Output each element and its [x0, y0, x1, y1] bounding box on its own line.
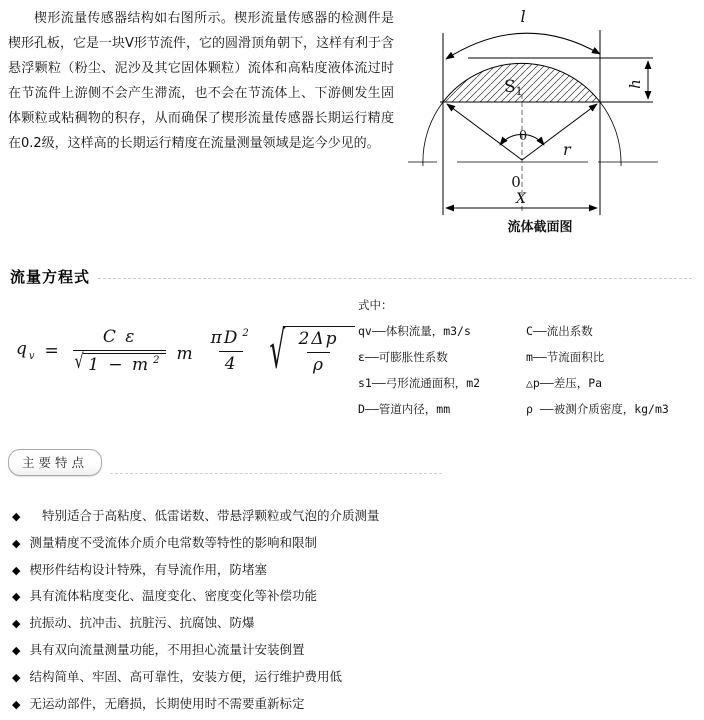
diamond-bullet-icon: ◆: [12, 510, 21, 523]
diamond-bullet-icon: ◆: [12, 617, 21, 631]
pi-d-exponent: 2: [242, 327, 251, 339]
legend-item-epsilon: ε——可膨胀性系数: [358, 350, 448, 364]
diamond-bullet-icon: ◆: [12, 697, 21, 711]
cross-section-drawing: [400, 0, 704, 248]
feature-item: [12, 667, 572, 694]
feature-text: 具有双向流量测量功能，不用担心流量计安装倒置: [29, 641, 305, 657]
label-arc-length: l: [520, 7, 526, 26]
sqrt-sign-large: √: [269, 318, 286, 381]
radical-numerator: 2Δp: [298, 329, 339, 349]
features-section-header: [8, 449, 442, 476]
legend-item-dp: △p——差压，Pa: [526, 376, 603, 390]
feature-text: 具有流体粘度变化、温度变化、密度变化等补偿功能: [29, 588, 317, 604]
radius-line-right: [522, 104, 597, 160]
fraction2-denominator: 4: [219, 351, 243, 374]
feature-item: [12, 560, 572, 587]
feature-item: [12, 640, 572, 667]
formula-q-sub: v: [28, 350, 35, 362]
diamond-bullet-icon: ◆: [12, 670, 21, 684]
circle-arc-left: [423, 102, 443, 166]
sqrt-radicand-large: [283, 326, 355, 375]
legend-item-s1: s1——弓形流通面积，m2: [358, 376, 481, 390]
feature-text: 抗振动、抗冲击、抗脏污、抗腐蚀、防爆: [29, 615, 255, 631]
diamond-bullet-icon: ◆: [12, 590, 21, 604]
formula-big-radical: [269, 318, 355, 381]
feature-item: [12, 506, 572, 533]
radical-inner-fraction: [291, 329, 347, 375]
circle-arc-right: [600, 102, 621, 166]
feature-text: 楔形件结构设计特殊，有导流作用，防堵塞: [29, 561, 267, 577]
formula-fraction-1: [73, 327, 167, 375]
equation-heading: 流量方程式: [10, 268, 91, 286]
flow-equation: [16, 318, 355, 381]
feature-item: [12, 613, 572, 640]
radicand-text: 1 − m: [88, 354, 151, 375]
diamond-bullet-icon: ◆: [12, 536, 21, 550]
label-height: h: [626, 79, 644, 89]
features-rule: [110, 473, 442, 474]
label-radius: r: [563, 140, 571, 159]
arc-length-dimension: [446, 33, 600, 59]
fluid-cross-section-diagram: [400, 0, 704, 248]
intro-paragraph: 楔形流量传感器结构如右图所示。楔形流量传感器的检测件是楔形孔板，它是一块V形节流件，它的圆滑顶角朝下，这样有利于含悬浮颗粒（粉尘、泥沙及其它固体颗粒）流体和高粘度液体流过时在节流件上游侧不会产生滞流，也不会在节流体上、下游侧发生固体颗粒或粘稠物的积存，从而确保了楔形流量传感器长期运行精度在0.2级，这样高的长期运行精度在流量测量领域是迄今少见的。: [8, 11, 394, 151]
formula-lhs: [16, 339, 35, 361]
feature-item: [12, 533, 572, 560]
sqrt-sign-small: √: [74, 350, 84, 374]
radius-line-left: [447, 104, 522, 160]
fraction1-numerator: C ε: [102, 326, 137, 347]
diamond-bullet-icon: ◆: [12, 563, 21, 577]
feature-item: [12, 694, 572, 720]
symbol-legend: [358, 292, 702, 422]
fraction1-denominator: [73, 350, 167, 375]
heading-rule: [98, 278, 692, 279]
pi-d-term: πD: [210, 327, 240, 348]
features-badge[interactable]: 主要特点: [8, 449, 102, 476]
formula-equals: =: [44, 340, 59, 361]
sqrt-radicand-small: [83, 353, 166, 375]
feature-text: 测量精度不受流体介质介电常数等特性的影响和限制: [29, 534, 317, 550]
fraction2-numerator: [203, 328, 259, 351]
legend-item-m: m——节流面积比: [526, 350, 605, 364]
legend-intro: 式中：: [358, 298, 393, 312]
legend-item-c: C——流出系数: [526, 324, 593, 338]
legend-item-qv: qv——体积流量，m3/s: [358, 324, 471, 338]
feature-text: 特别适合于高粘度、低雷诺数、带悬浮颗粒或气泡的介质测量: [29, 508, 380, 523]
label-angle: θ: [519, 129, 527, 144]
legend-item-d: D——管道内径，mm: [358, 402, 451, 416]
formula-fraction-2: [203, 328, 259, 374]
label-width: X: [516, 191, 526, 207]
legend-grid: [358, 318, 702, 422]
feature-item: [12, 586, 572, 613]
diamond-bullet-icon: ◆: [12, 643, 21, 657]
features-list: [12, 506, 572, 720]
label-origin: 0: [511, 173, 521, 191]
feature-text: 无运动部件，无磨损，长期使用时不需要重新标定: [29, 695, 305, 711]
formula-q: q: [16, 339, 27, 360]
radicand-exponent: 2: [153, 354, 162, 366]
diagram-caption: 流体截面图: [507, 220, 573, 235]
label-area-letter: S: [504, 77, 516, 97]
legend-item-rho: ρ ——被测介质密度，kg/m3: [526, 402, 669, 416]
formula-m-factor: m: [176, 343, 193, 364]
feature-text: 结构简单、牢固、高可靠性，安装方便，运行维护费用低: [29, 668, 342, 684]
radical-denominator: ρ: [307, 352, 330, 375]
label-area-subscript: 1: [515, 85, 523, 98]
equation-section-header: [10, 266, 692, 287]
